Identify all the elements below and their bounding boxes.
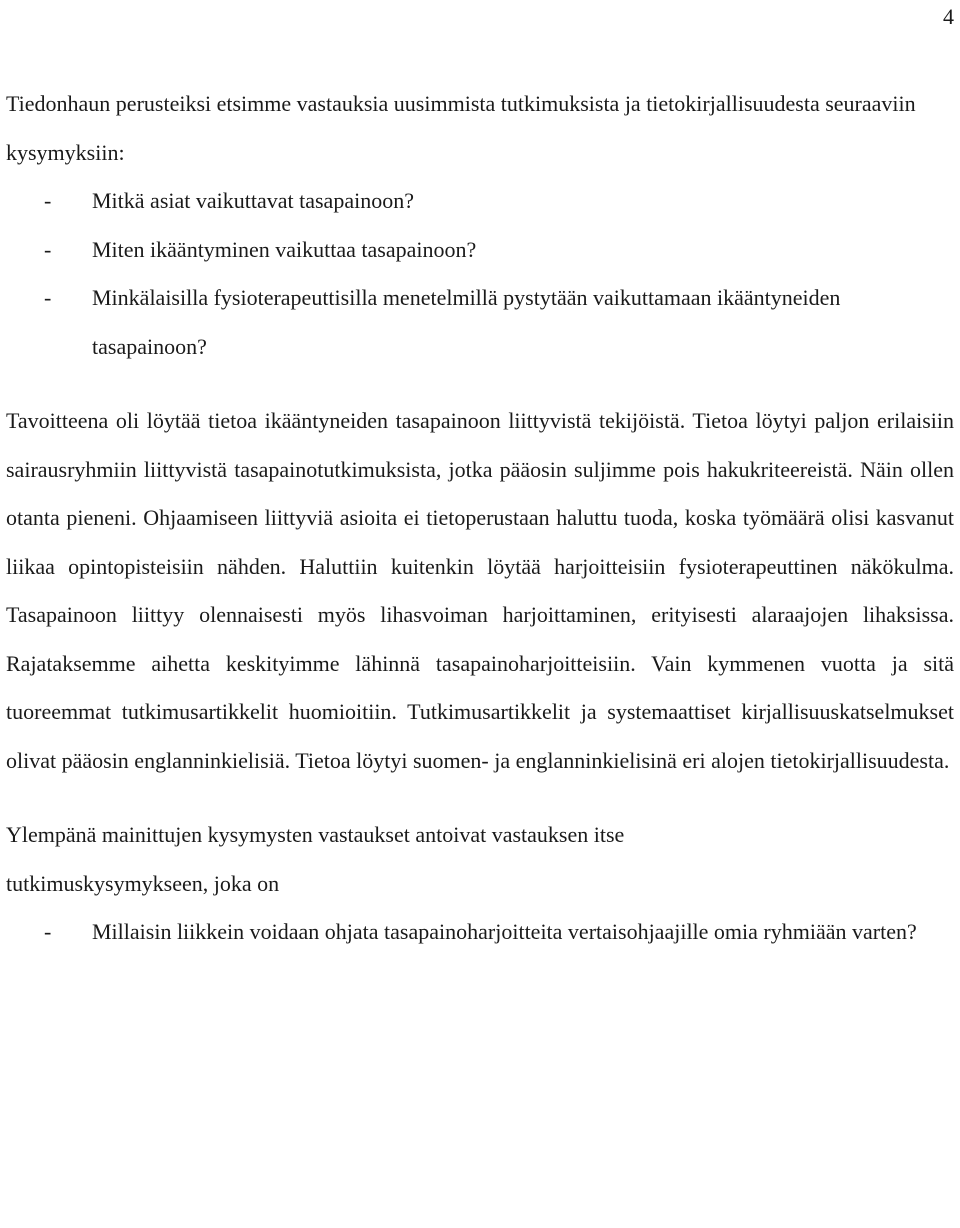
list-item xyxy=(6,177,954,226)
main-paragraph: Tavoitteena oli löytää tietoa ikääntyneiden tasapainoon liittyvistä tekijöistä. Tietoa löytyi paljon erilaisiin sairausryhmiin liittyvistä tasapainotutkimuksista, jotka pääosin suljimme pois hakukriteereistä. Näin ollen otanta pieneni. Ohjaamiseen liittyviä asioita ei tietoperustaan haluttu tuoda, koska työmäärä olisi kasvanut liikaa opintopisteisiin nähden. Haluttiin kuitenkin löytää harjoitteisiin fysioterapeuttinen näkökulma. Tasapainoon liittyy olennaisesti myös lihasvoiman harjoittaminen, erityisesti alaraajojen lihaksissa. Rajataksemme aihetta keskityimme lähinnä tasapainoharjoitteisiin. Vain kymmenen vuotta ja sitä tuoreemmat tutkimusartikkelit huomioitiin. Tutkimusartikkelit ja systemaattiset kirjallisuuskatselmukset olivat pääosin englanninkielisiä. Tietoa löytyi suomen- ja englanninkielisinä eri alojen tietokirjallisuudesta. xyxy=(6,408,954,773)
research-question-list xyxy=(6,908,954,957)
document-body xyxy=(6,80,954,957)
research-question-text: Millaisin liikkein voidaan ohjata tasapainoharjoitteita vertaisohjaajille omia ryhmiään varten? xyxy=(92,919,917,944)
conclusion-paragraph: Ylempänä mainittujen kysymysten vastaukset antoivat vastauksen itse tutkimuskysymykseen, joka on xyxy=(6,822,625,896)
question-text: Mitkä asiat vaikuttavat tasapainoon? xyxy=(92,188,414,213)
question-text: Minkälaisilla fysioterapeuttisilla menetelmillä pystytään vaikuttamaan ikääntyneiden tasapainoon? xyxy=(92,285,841,359)
intro-paragraph: Tiedonhaun perusteiksi etsimme vastauksia uusimmista tutkimuksista ja tietokirjallisuudesta seuraaviin kysymyksiin: xyxy=(6,91,916,165)
list-marker: - xyxy=(44,285,52,310)
list-item xyxy=(6,908,932,957)
list-item xyxy=(6,226,954,275)
page-number: 4 xyxy=(943,4,954,29)
list-item xyxy=(6,274,872,371)
question-list xyxy=(6,177,954,371)
list-marker: - xyxy=(44,236,52,262)
list-marker: - xyxy=(44,919,52,944)
question-text: Miten ikääntyminen vaikuttaa tasapainoon? xyxy=(92,236,477,262)
list-marker: - xyxy=(44,188,52,213)
